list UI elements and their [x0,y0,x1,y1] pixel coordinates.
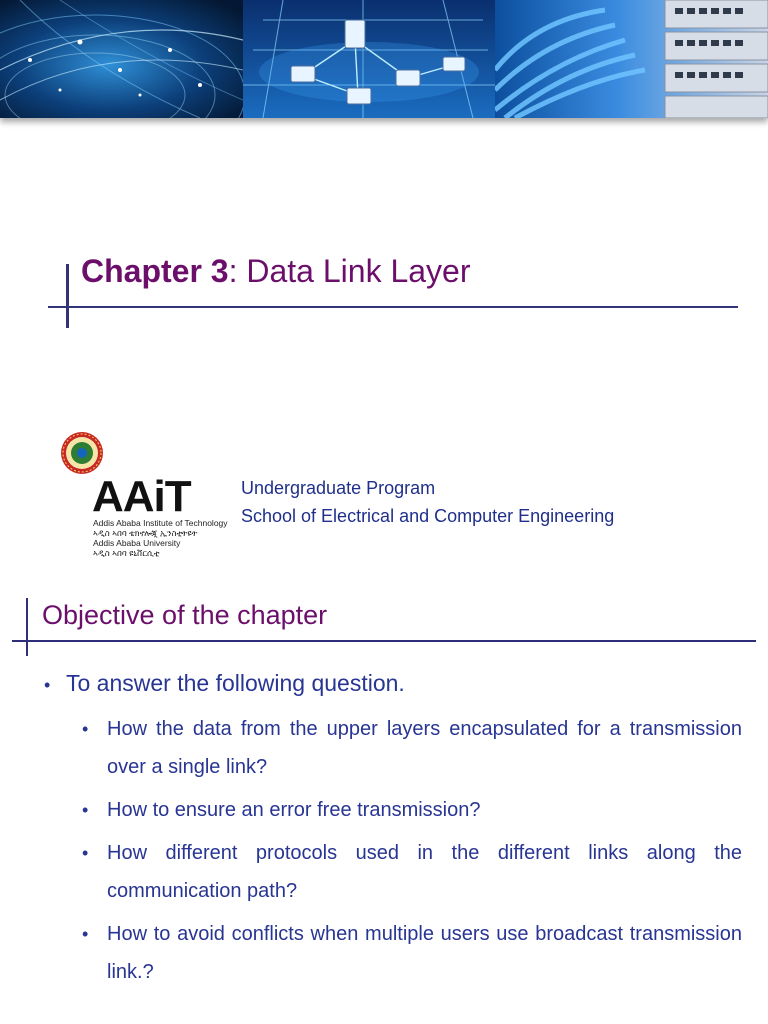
main-bullet [44,668,405,700]
objective-vertical-rule [26,598,28,656]
chapter-title [81,251,471,291]
logo-line-2: ኣዲስ ኣበባ ቴክኖሎጂ ኢንስቲትዩት [93,528,198,538]
title-horizontal-rule [48,306,738,308]
chapter-title-text: : Data Link Layer [228,253,471,289]
main-bullet-text: To answer the following question. [66,670,405,696]
logo-line-3: Addis Ababa University [93,538,181,548]
computer-network-image [243,0,495,118]
network-cables-image [495,0,768,118]
logo-line-4: ኣዲስ ኣበባ ዩኒቨርሲቲ [93,548,160,558]
aait-logo: AAiT [92,472,191,521]
objective-horizontal-rule [12,640,756,642]
title-vertical-rule [66,264,69,328]
globe-network-image [0,0,243,118]
objective-heading: Objective of the chapter [42,600,328,630]
sub-bullet-protocols: • How different protocols used in the different links along the communication path? [82,834,742,910]
university-seal-icon [60,431,104,475]
sub-bullet-error-free: • How to ensure an error free transmission? [82,791,742,829]
header-banner [0,0,768,118]
chapter-label: Chapter 3 [81,253,229,289]
logo-line-1: Addis Ababa Institute of Technology [93,518,228,528]
bullet-dot-icon: • [44,675,51,695]
program-name: Undergraduate Program [241,478,436,498]
sub-bullet-conflicts: • How to avoid conflicts when multiple users use broadcast transmission link.? [82,915,742,991]
school-name: School of Electrical and Computer Engineering [241,506,615,526]
sub-bullet-list [82,710,742,996]
sub-bullet-encapsulation: • How the data from the upper layers encapsulated for a transmission over a single link? [82,710,742,786]
